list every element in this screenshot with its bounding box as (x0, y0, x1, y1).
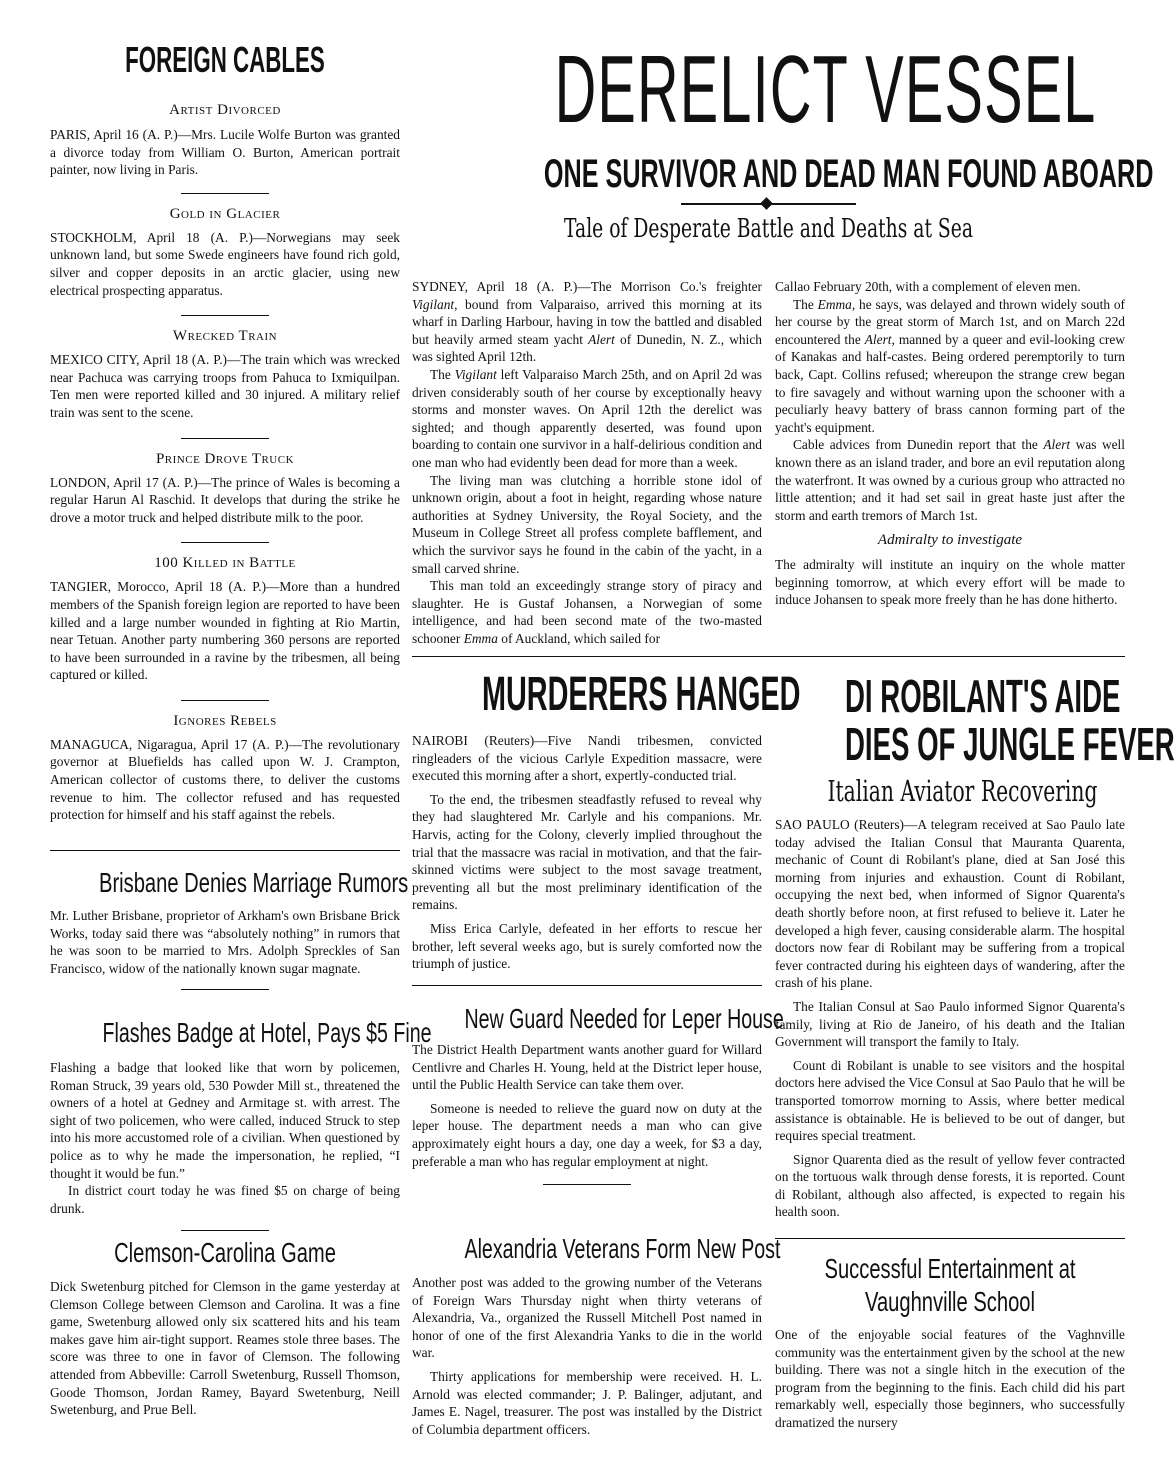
divider (181, 989, 269, 990)
robilant-title-line-1: DI ROBILANT'S AIDE (845, 670, 1121, 722)
derelict-paragraph (775, 436, 1125, 524)
cable-heading: Prince Drove Truck (155, 450, 295, 467)
clemson-article (50, 1236, 400, 1419)
clemson-body: Dick Swetenburg pitched for Clemson in the game yesterday at Clemson College between Clemson and Carolina. It was a fine game, Swetenburg allowed only six scattered hits and his team makes gave him air-tight support. Reames stole three bases. The score was three to one in favor of Clemson. The following attended from Abbeville: Carroll Swetenburg, Russell Thomson, Goode Thomson, Jordan Ramey, Bayard Swetenburg, Neill Swetenburg, and Prue Bell. (50, 1279, 400, 1418)
vessel-name: Vigilant (412, 296, 455, 312)
vessel-name: Alert (864, 331, 892, 347)
leper-body (412, 1041, 762, 1170)
text-run: , manned by a queer and evil-looking crew of Kanakas and half-castes. Being ordered peremptorily to turn back, Capt. Collins refused; whereupon the strange crew began to fire savagely and without warning upon the schooner with a peculiarly heavy battery of brass cannon forming part of the yacht's equipment. (775, 331, 1126, 435)
cable-heading: Wrecked Train (172, 328, 278, 345)
derelict-paragraph (775, 296, 1125, 437)
leper-paragraph: The District Health Department wants another guard for Willard Centlivre and Charles H. Young, held at the District leper house, until the Public Health Service can take them over. (412, 1042, 762, 1093)
brisbane-article (50, 866, 409, 990)
text-run: of Dunedin, N. Z., which was sighted April 12th. (412, 331, 762, 365)
divider (181, 438, 269, 439)
murderers-paragraph: To the end, the tribesmen steadfastly refused to reveal why they had slaughtered Mr. Carlyle and his companions. Mr. Harvis, acting for the Colony, cleverly implied throughout the trial that the massacre was racial in motivation, and that the fair-skinned victims were subject to the most savage treatment, preventing all but the most preliminary identification of the remains. (412, 791, 762, 913)
murderers-article (412, 666, 801, 973)
veterans-paragraph: Another post was added to the growing number of the Veterans of Foreign Wars Thursday night when thirty veterans of Alexandria, Va., organized the Russell Mitchell Post named in honor of one of the first Alexandria Yanks to die in the world war. (412, 1275, 762, 1361)
leper-article (412, 1002, 784, 1185)
derelict-paragraph: Callao February 20th, with a complement of eleven men. (775, 279, 1081, 294)
leper-title: New Guard Needed for Leper House (464, 1003, 784, 1034)
robilant-paragraph: The Italian Consul at Sao Paulo informed Signor Quarenta's family, living at Rio de Janeiro, of his death and the Italian Government will transport the family to Italy. (775, 998, 1125, 1050)
cable-body: MEXICO CITY, April 18 (A. P.)—The train which was wrecked near Pachuca was carrying troops from Pahuca to Ixmiquilpan. Ten men were reported killed and 30 injured. A military relief train was sent to the scene. (50, 352, 400, 420)
derelict-subhead: ONE SURVIVOR AND DEAD MAN FOUND ABOARD (543, 152, 1154, 196)
divider (181, 315, 269, 316)
derelict-headline (412, 36, 1154, 245)
ornament-divider (681, 199, 856, 209)
vessel-name: Vigilant (454, 366, 497, 382)
foreign-cables-title: FOREIGN CABLES (125, 39, 325, 80)
derelict-paragraph: The admiralty will institute an inquiry on the whole matter beginning tomorrow, at which every effort will be made to induce Johansen to speak more freely than he has done hitherto. (775, 556, 1125, 608)
veterans-paragraph: Thirty applications for membership were received. H. L. Arnold was elected commander; J. P. Balinger, adjutant, and James E. Nagel, treasurer. The post was installed by the District of Columbia department officers. (412, 1368, 762, 1437)
school-title-line-1: Successful Entertainment at (824, 1253, 1076, 1284)
veterans-body (412, 1274, 762, 1438)
section-rule (775, 1238, 1125, 1239)
derelict-column-2 (775, 278, 1125, 609)
leper-paragraph: Someone is needed to relieve the guard now on duty at the leper house. The department needs a man who can give approximately eight hours a day, one day a week, for $3 a day, preferable a man who has regular employment at night. (412, 1100, 762, 1169)
badge-paragraph: In district court today he was fined $5 on charge of being drunk. (50, 1183, 400, 1216)
vessel-name: Alert (588, 331, 615, 347)
murderers-title: MURDERERS HANGED (482, 668, 801, 721)
badge-article (50, 1016, 432, 1231)
foreign-cables-section (50, 40, 400, 824)
brisbane-body: Mr. Luther Brisbane, proprietor of Arkham's own Brisbane Brick Works, today said there was “absolutely nothing” in rumors that he was soon to be married to Mrs. Adolph Spreckles of San Francisco, widow of the nationally known sugar magnate. (50, 908, 400, 976)
murderers-body (412, 732, 762, 973)
section-rule (50, 850, 400, 851)
school-body: One of the enjoyable social features of the Vaghnville community was the entertainment given by the school at the new building. There was not a single hitch in the execution of the program from the beginning to the finis. Each child did his part remarkably well, especially those beginners, who successfully dramatized the nursery (775, 1327, 1125, 1430)
cable-body: LONDON, April 17 (A. P.)—The prince of Wales is becoming a regular Harun Al Raschid. It develops that during the strike he drove a motor truck and helped distribute milk to the poor. (50, 474, 400, 525)
divider (181, 700, 269, 701)
text-run: left Valparaiso March 25th, and on April 2d was driven considerably south of her course by exceptionally heavy storms and monster waves. On April 12th the derelict was sighted; and though apparently deserted, was found upon boarding to contain one survivor in a half-delirious condition and one man who had evidently been dead for more than a week. (412, 366, 762, 470)
derelict-column-1 (412, 278, 762, 647)
text-run: , he says, was delayed and thrown widely south of her course by the great storm of March 1st, and on March 22d encountered the (775, 296, 1125, 347)
veterans-title: Alexandria Veterans Form New Post (464, 1233, 781, 1264)
cable-body: PARIS, April 16 (A. P.)—Mrs. Lucile Wolfe Burton was granted a divorce today from William O. Burton, American portrait painter, now living in Paris. (50, 127, 400, 178)
school-article (775, 1252, 1125, 1432)
derelict-paragraph (412, 577, 762, 647)
murderers-paragraph: Miss Erica Carlyle, defeated in her efforts to rescue her brother, left several weeks ago, but is surely comforted now the triumph of justice. (412, 920, 762, 972)
derelict-paragraph (412, 366, 762, 472)
clemson-title: Clemson-Carolina Game (114, 1237, 336, 1268)
text-run: The (430, 366, 455, 382)
robilant-body (775, 816, 1125, 1221)
vessel-name: Alert (1043, 437, 1071, 453)
badge-title: Flashes Badge at Hotel, Pays $5 Fine (102, 1017, 432, 1048)
cable-heading: Gold in Glacier (169, 205, 281, 222)
veterans-article (412, 1232, 781, 1438)
divider (181, 1230, 269, 1231)
divider (543, 1184, 631, 1185)
text-run: Cable advices from Dunedin report that the (793, 437, 1044, 453)
robilant-paragraph: Signor Quarenta died as the result of yellow fever contracted on the tortuous walk through dense forests, it is reported. Count di Robilant, although also affected, is expected to regain his health soon. (775, 1151, 1125, 1220)
murderers-paragraph: NAIROBI (Reuters)—Five Nandi tribesmen, convicted ringleaders of the vicious Carlyle Expedition massacre, were executed this morning after a short, expertly-conducted trial. (412, 733, 762, 784)
text-run: of Auckland, which sailed for (497, 630, 661, 646)
divider (181, 193, 269, 194)
robilant-paragraph: SAO PAULO (Reuters)—A telegram received at Sao Paulo late today advised the Italian Consul that Mauranta Quarenta, mechanic of Count di Robilant's plane, died at San José this morning from injuries and exhaustion. Count di Robilant, occupying the next bed, when informed of Signor Quarenta's death shortly before noon, at first refused to believe it. Later he developed a high fever, causing considerable alarm. The hospital doctors now fear di Robilant may be suffering from a tropical fever contracted during his eighteen days of wandering, after the crash of his plane. (775, 817, 1125, 991)
derelict-paragraph: The living man was clutching a horrible stone idol of unknown origin, about a foot in height, regarding whose nature authorities at Sydney University, the Royal Society, and the Museum in College Street all profess complete bafflement, and which the survivor says he found in the cabin of the yacht, in a small carved shrine. (412, 472, 762, 576)
cable-body: STOCKHOLM, April 18 (A. P.)—Norwegians may seek unknown land, but some Swede engineers have found rich gold, silver and copper deposits in an arctic glacier, using new electrical prospecting apparatus. (50, 229, 400, 298)
cable-heading: 100 Killed in Battle (154, 555, 296, 572)
vessel-name: Emma (817, 296, 852, 312)
cable-heading: Artist Divorced (169, 102, 281, 118)
robilant-subtitle: Italian Aviator Recovering (827, 774, 1098, 808)
derelict-title: DERELICT VESSEL (554, 36, 1097, 143)
brisbane-title: Brisbane Denies Marriage Rumors (98, 867, 409, 898)
cable-body: MANAGUCA, Nigaragua, April 17 (A. P.)—The revolutionary governor at Bluefields has called upon W. J. Crampton, American collector of customs there, to deliver the customs revenue to him. The collector refused and has requested protection for himself and his staff against the rebels. (50, 736, 400, 823)
robilant-paragraph: Count di Robilant is unable to see visitors and the hospital doctors here advised the Vice Consul at Sao Paulo that he will be transported tomorrow morning to Assis, where better medical assistance is obtainable. He is believed to be out of danger, but requires special treatment. (775, 1057, 1125, 1144)
text-run: SYDNEY, April 18 (A. P.)—The Morrison Co.'s freighter (412, 279, 762, 294)
text-run: was well known there as an island trader, and bore an evil reputation along the waterfront. It was owned by a curious group who attracted no little attention; and it had set sail in great haste just after the storm and earth tremors of March 1st. (775, 437, 1125, 523)
badge-paragraph: Flashing a badge that looked like that worn by policemen, Roman Struck, 39 years old, 530 Powder Mill st., threatened the owners of a hotel at Gedney and Armitage st. with arrest. The sight of two policemen, who were called, induced Struck to step into his more accustomed role of a civilian. When questioned by police as to why he made the impersonation, he replied, “I thought it would be fun.” (50, 1060, 400, 1181)
text-run: , bound from Valparaiso, arrived this morning at its wharf in Darling Harbour, having in tow the battled and disabled but heavily armed steam yacht (412, 296, 762, 347)
school-title-line-2: Vaughnville School (865, 1286, 1035, 1317)
cable-heading: Ignores Rebels (173, 712, 277, 729)
text-run: This man told an exceedingly strange story of piracy and slaughter. He is Gustaf Johansen, a Norwegian of some intelligence, and had been second mate of the two-masted schooner (412, 578, 762, 646)
badge-body (50, 1059, 400, 1217)
vessel-name: Emma (463, 630, 498, 646)
section-rule (412, 656, 1125, 657)
cable-body: TANGIER, Morocco, April 18 (A. P.)—More than a hundred members of the Spanish foreign legion are reported to have been killed and a large number wounded in fighting at Rio Martin, near Tetuan. Another party numbering 360 persons are reported to have been surrounded in a ravine by the tribesmen, all being captured or killed. (50, 579, 400, 683)
section-rule (412, 985, 762, 986)
divider (181, 542, 269, 543)
derelict-tagline: Tale of Desperate Battle and Deaths at Sea (563, 214, 973, 244)
derelict-paragraph (412, 278, 762, 366)
admiralty-subheading: Admiralty to investigate (877, 532, 1023, 549)
text-run: The (793, 296, 818, 312)
robilant-title-line-2: DIES OF JUNGLE FEVER (845, 718, 1175, 770)
robilant-article (775, 670, 1175, 1221)
